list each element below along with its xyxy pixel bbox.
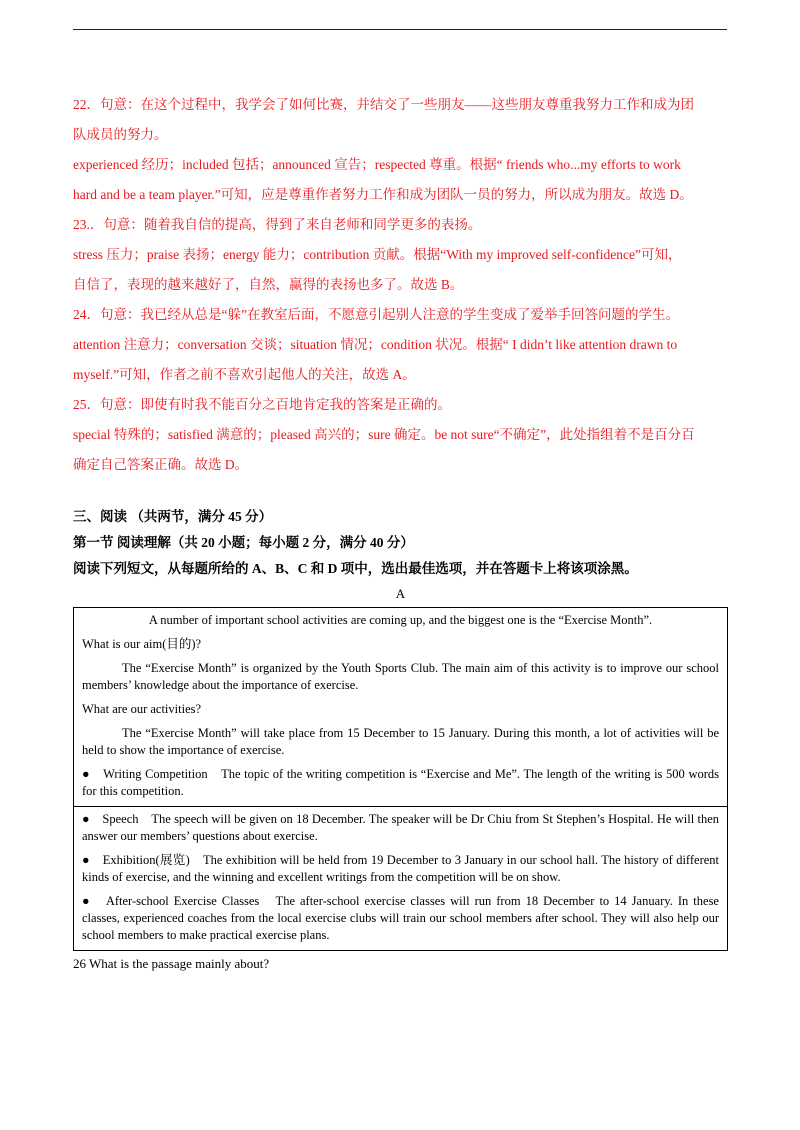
passage-heading-aim: What is our aim(目的)? [82,637,202,651]
reading-section-header [73,504,728,582]
header-rule [73,29,727,30]
section-title: 三、阅读 （共两节，满分 45 分） [73,509,273,524]
passage-letter: A [395,586,406,601]
activity-item-classes: ● After-school Exercise Classes The after-school exercise classes will run from 18 December to 14 January. In these classes, experienced coaches from the local exercise clubs will train our school members after school. They will also help our school members to make practical exercise plans. [82,894,719,942]
passage-box-part-1 [74,608,727,806]
passage-intro: A number of important school activities are coming up, and the biggest one is the “Exercise Month”. [148,613,653,627]
answer-line: attention 注意力；conversation 交谈；situation 情况；condition 状况。根据“ I didn’t like attention drawn to [73,337,678,352]
section-instruction: 阅读下列短文，从每题所给的 A、B、C 和 D 项中，选出最佳选项，并在答题卡上将该项涂黑。 [73,561,638,576]
answer-24 [73,300,728,390]
answer-line: 队成员的努力。 [73,127,168,142]
answer-line: myself.”可知，作者之前不喜欢引起他人的关注，故选 A。 [73,367,416,382]
passage-box [73,607,728,951]
activity-item-writing: ● Writing Competition The topic of the writing competition is “Exercise and Me”. The length of the writing is 500 words for this competition. [82,767,719,798]
answer-line: 22．句意：在这个过程中，我学会了如何比赛，并结交了一些朋友——这些朋友尊重我努力工作和成为团 [73,97,694,112]
section-subtitle: 第一节 阅读理解（共 20 小题；每小题 2 分，满分 40 分） [73,535,414,550]
activity-item-speech: ● Speech The speech will be given on 18 December. The speaker will be Dr Chiu from St Stephen’s Hospital. He will then answer our members’ questions about exercise. [82,812,719,843]
answer-25 [73,390,728,480]
answer-line: 24．句意：我已经从总是“躲”在教室后面，不愿意引起别人注意的学生变成了爱举手回答问题的学生。 [73,307,679,322]
answer-line: experienced 经历；included 包括；announced 宣告；respected 尊重。根据“ friends who...my efforts to work [73,157,681,172]
passage-box-part-2 [74,806,727,950]
answer-line: stress 压力；praise 表扬；energy 能力；contribution 贡献。根据“With my improved self-confidence”可知， [73,247,682,262]
document-body [73,90,728,974]
passage-paragraph: The “Exercise Month” will take place from 15 December to 15 January. During this month, a lot of activities will be held to show the importance of exercise. [82,726,719,757]
question-26: 26 What is the passage mainly about? [73,956,270,971]
answer-line: 确定自己答案正确。故选 D。 [73,457,249,472]
passage-paragraph: The “Exercise Month” is organized by the Youth Sports Club. The main aim of this activity is to improve our school members’ knowledge about the importance of exercise. [82,661,719,692]
answer-line: 23.．句意：随着我自信的提高，得到了来自老师和同学更多的表扬。 [73,217,482,232]
answer-explanations [73,90,728,480]
answer-line: special 特殊的；satisfied 满意的；pleased 高兴的；sure 确定。be not sure“不确定”，此处指组着不是百分百 [73,427,695,442]
answer-23 [73,210,728,300]
answer-line: hard and be a team player.”可知，应是尊重作者努力工作和成为团队一员的努力，所以成为朋友。故选 D。 [73,187,693,202]
passage-heading-activities: What are our activities? [82,702,202,716]
answer-22 [73,90,728,210]
activity-item-exhibition: ● Exhibition(展览) The exhibition will be held from 19 December to 3 January in our school hall. The history of different kinds of exercise, and the winning and excellent writings from the competition will be on show. [82,853,719,884]
answer-line: 25．句意：即使有时我不能百分之百地肯定我的答案是正确的。 [73,397,451,412]
answer-line: 自信了，表现的越来越好了，自然，赢得的表扬也多了。故选 B。 [73,277,464,292]
